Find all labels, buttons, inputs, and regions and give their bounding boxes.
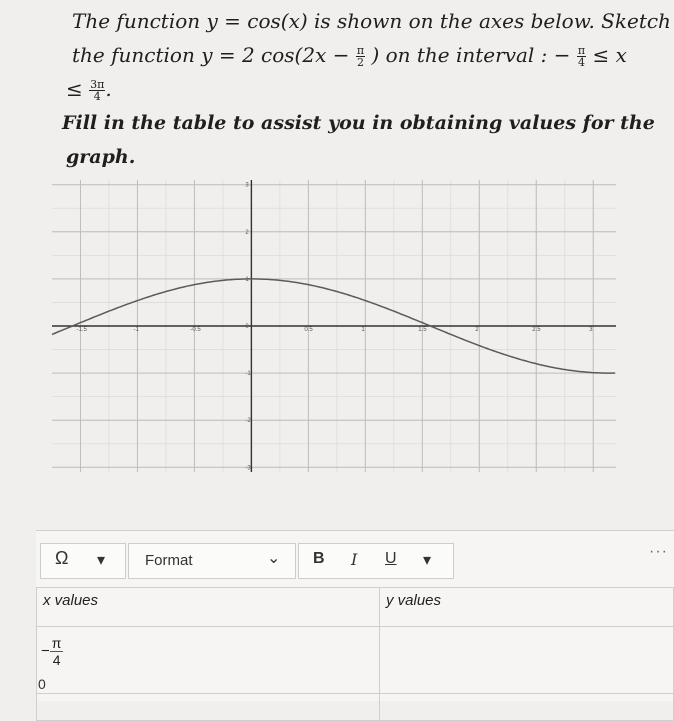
y-tick-label: -3 <box>245 465 251 471</box>
chevron-down-icon[interactable]: ▾ <box>423 550 431 570</box>
y-tick-label: 3 <box>245 183 249 189</box>
x-tick-label: 3 <box>589 327 593 333</box>
more-options-icon[interactable]: ··· <box>649 543 668 561</box>
y-tick-label: 2 <box>245 230 249 236</box>
x-value-fraction: $\frac{\pi}{4}$ <box>50 635 64 668</box>
format-dropdown[interactable] <box>128 543 296 579</box>
y-tick-label: -2 <box>245 418 251 424</box>
italic-button[interactable]: I <box>351 550 357 569</box>
question-line-3: ≤ $\frac{3\pi}{4}$ . <box>58 72 658 106</box>
x-tick-label: 2.5 <box>532 327 541 333</box>
underline-button[interactable]: U <box>385 550 397 568</box>
y-values-header: y values <box>380 588 674 627</box>
editor-toolbar <box>36 537 674 577</box>
special-characters-box <box>40 543 126 579</box>
x-tick-label: 1 <box>361 327 365 333</box>
question-text <box>58 4 658 174</box>
bold-button[interactable]: B <box>313 550 325 568</box>
cosine-graph <box>42 176 622 476</box>
x-values-header: x values <box>37 588 380 627</box>
x-tick-label: 1.5 <box>418 327 427 333</box>
fraction-pi-over-4: $\frac{\pi}{4}$ <box>577 45 586 68</box>
fraction-3pi-over-4: $\frac{3\pi}{4}$ <box>89 79 105 102</box>
y-value-cell[interactable] <box>380 627 674 694</box>
text-style-box <box>298 543 454 579</box>
omega-icon[interactable]: Ω <box>55 548 68 569</box>
format-label: Format <box>145 552 193 569</box>
question-line-2: the function y = 2 cos(2x − $\frac{\pi}{2}$ ) on the interval : − $\frac{\pi}{4}$ ≤ x <box>58 38 658 72</box>
chevron-down-icon[interactable]: ▾ <box>97 550 105 570</box>
question-line-5: graph. <box>58 140 658 174</box>
x-tick-label: -1 <box>133 327 139 333</box>
x-value-cell[interactable] <box>37 694 380 721</box>
fraction-pi-over-2: $\frac{\pi}{2}$ <box>356 45 365 68</box>
chevron-down-icon: ⌄ <box>267 548 280 568</box>
x-tick-label: 0.5 <box>304 327 313 333</box>
question-line-1: The function y = cos(x) is shown on the axes below. Sketch <box>58 4 658 38</box>
y-tick-label: 1 <box>245 277 249 283</box>
x-value-cell[interactable]: − $\frac{\pi}{4}$ <box>37 627 380 694</box>
y-value-cell[interactable] <box>380 694 674 721</box>
question-line-4: Fill in the table to assist you in obtaining values for the <box>58 106 658 140</box>
values-table <box>36 587 674 721</box>
answer-editor <box>36 530 674 701</box>
x-tick-label: -0.5 <box>190 327 201 333</box>
y-tick-label: 0 <box>245 324 249 330</box>
y-tick-label: -1 <box>245 371 251 377</box>
x-value-zero: 0 <box>38 676 46 692</box>
x-tick-label: 2 <box>475 327 479 333</box>
x-tick-label: -1.5 <box>76 327 87 333</box>
